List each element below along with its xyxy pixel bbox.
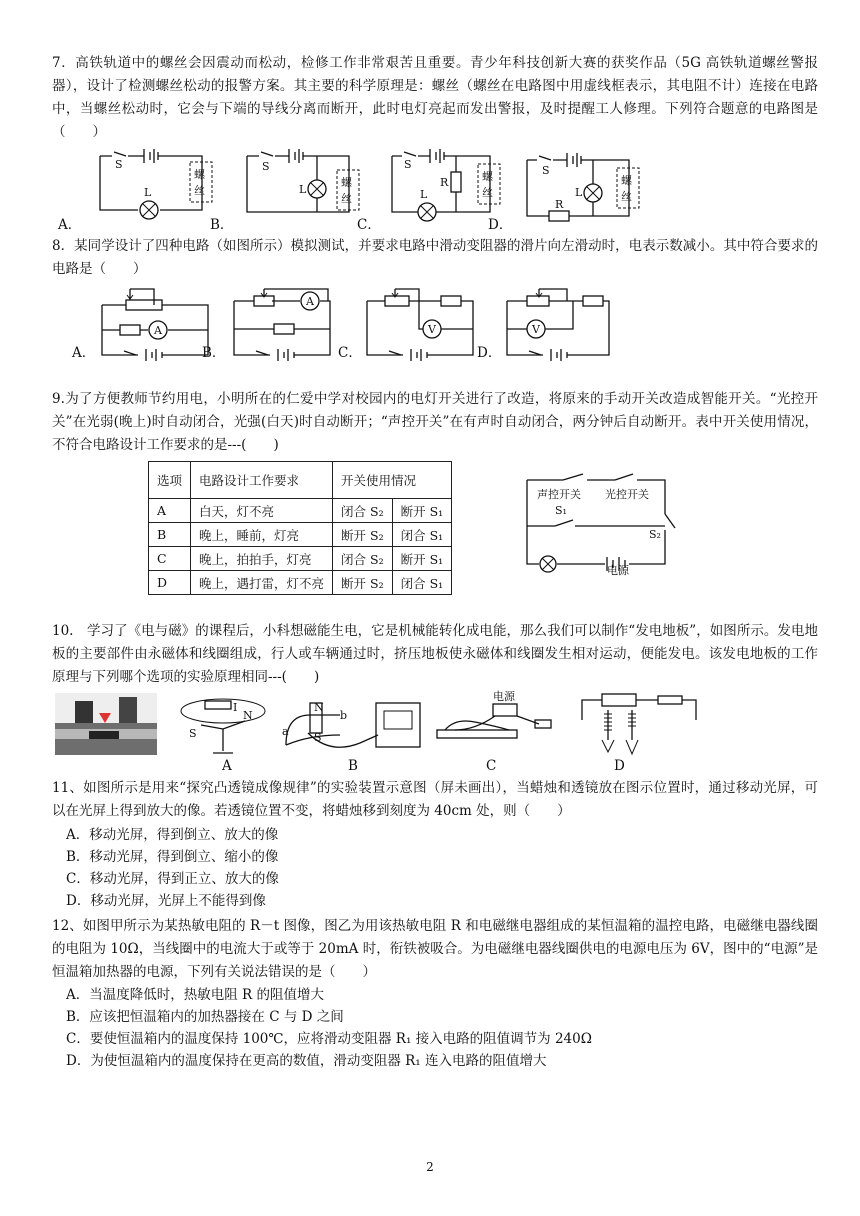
s2-label: S₂ [649, 528, 661, 541]
question-12 [52, 915, 818, 984]
q8-meter-c: V [428, 323, 436, 336]
q11-options [66, 824, 279, 912]
q10-option-a-label: A [222, 758, 232, 774]
q8-meter-d: V [532, 323, 540, 336]
question-10-text: 10. 学习了《电与磁》的课程后，小科想磁能生电，它是机械能转化成电能，那么我们可以制作“发电地板”，如图所示。发电地板的主要部件由永磁体和线圈组成，行人或车辆通过时，挤压地板使永磁体和线圈发生相对运动，便能发电。该发电地板的工作原理与下列哪个选项的实验原理相同---( ) [52, 623, 818, 685]
table-cell: C [149, 547, 191, 571]
table-header-cell: 电路设计工作要求 [191, 462, 333, 499]
q7-option-a-label: A． [58, 217, 82, 233]
s1-label: S₁ [555, 504, 567, 517]
q8-circuit-a [100, 285, 212, 360]
q7-circuit-b [245, 148, 365, 218]
svg-text:R: R [440, 176, 449, 189]
current-label: I [233, 701, 238, 714]
question-8-text: 8．某同学设计了四种电路（如图所示）模拟测试，并要求电路中滑动变阻器的滑片向左滑动时，电表示数减小。其中符合要求的电路是（ ） [52, 238, 818, 277]
table-cell: 闭合 S₂ [333, 547, 393, 571]
table-row [149, 499, 452, 523]
table-cell: 断开 S₂ [333, 571, 393, 595]
q11-option-c: C．移动光屏，得到正立、放大的像 [66, 871, 279, 887]
q12-option-d: D．为使恒温箱内的温度保持在更高的数值，滑动变阻器 R₁ 连入电路的阻值增大 [66, 1053, 547, 1069]
q10-option-a-image [175, 695, 270, 757]
n-pole-label: N [243, 709, 253, 722]
q7-circuit-c [390, 148, 510, 218]
q12-option-c: C．要使恒温箱内的温度保持 100℃，应将滑动变阻器 R₁ 接入电路的阻值调节为 240Ω [66, 1031, 592, 1047]
s-pole-label: S [314, 731, 322, 744]
table-cell: D [149, 571, 191, 595]
q11-option-b: B．移动光屏，得到倒立、缩小的像 [66, 849, 279, 865]
table-row [149, 523, 452, 547]
svg-text:L: L [575, 186, 583, 199]
n-pole-label: N [314, 701, 324, 714]
q8-meter-a: A [154, 324, 162, 337]
table-header-cell: 开关使用情况 [333, 462, 452, 499]
question-8 [52, 235, 818, 281]
question-9-text: 9.为了方便教师节约用电，小明所在的仁爱中学对校园内的电灯开关进行了改造，将原来的手动开关改造成智能开关。“光控开关”在光弱(晚上)时自动闭合，光强(白天)时自动断开；“声控开关”在有声时自动闭合，两分钟后自动断开。表中开关使用情况，不符合电路设计工作要求的是---( ) [52, 391, 818, 453]
q10-option-b-image [280, 695, 425, 757]
table-cell: 晚上，睡前，灯亮 [191, 523, 333, 547]
s-pole-label: S [189, 727, 197, 740]
page-number: 2 [426, 1160, 434, 1174]
q8-option-c-label: C． [338, 345, 362, 361]
table-cell: 晚上，拍拍手，灯亮 [191, 547, 333, 571]
svg-text:L: L [420, 188, 428, 201]
svg-text:丝: 丝 [621, 190, 632, 203]
q10-option-b-label: B [348, 758, 358, 774]
svg-text:螺: 螺 [621, 174, 632, 187]
table-cell: A [149, 499, 191, 523]
question-7-text: 7．高铁轨道中的螺丝会因震动而松动，检修工作非常艰苦且重要。青少年科技创新大赛的获奖作品（5G 高铁轨道螺丝警报器），设计了检测螺丝松动的报警方案。其主要的科学原理是：螺丝（螺丝在电路图中用虚线框表示，其电阻不计）连接在电路中，当螺丝松动时，它会与下端的导线分离而断开，此时电灯亮起而发出警报，及时提醒工人修理。下列符合题意的电路图是（ ） [52, 55, 818, 140]
svg-text:L: L [299, 183, 307, 196]
table-header-row [149, 462, 452, 499]
q7-option-b-label: B． [210, 217, 234, 233]
q8-option-d-label: D． [477, 345, 502, 361]
q11-option-a: A．移动光屏，得到倒立、放大的像 [66, 827, 279, 843]
power-label: 电源 [607, 564, 629, 577]
table-cell: 闭合 S₁ [392, 523, 452, 547]
q8-circuit-d [505, 285, 617, 360]
power-label: 电源 [493, 690, 515, 703]
question-11-text: 11、如图所示是用来“探究凸透镜成像规律”的实验装置示意图（屏未画出），当蜡烛和透镜放在图示位置时，通过移动光屏，可以在光屏上得到放大的像。若透镜位置不变，将蜡烛移到刻度为 40cm 处，则（ ） [52, 780, 818, 819]
q7-circuit-a [98, 148, 218, 218]
svg-text:丝: 丝 [194, 184, 205, 197]
question-12-text: 12、如图甲所示为某热敏电阻的 R－t 图像，图乙为用该热敏电阻 R 和电磁继电器组成的某恒温箱的温控电路，电磁继电器线圈的电阻为 10Ω，当线圈中的电流大于或等于 20mA 时，衔铁被吸合。为电磁继电器线圈供电的电源电压为 6V，图中的“电源”是恒温箱加热器的电源，下列有关说法错误的是（ ） [52, 918, 818, 980]
table-cell: 闭合 S₁ [392, 571, 452, 595]
table-cell: 晚上，遇打雷，灯不亮 [191, 571, 333, 595]
q10-option-c-image [435, 690, 560, 752]
q12-option-a: A．当温度降低时，热敏电阻 R 的阻值增大 [66, 987, 324, 1003]
floor-photo-icon [55, 693, 157, 755]
svg-text:丝: 丝 [482, 186, 493, 199]
table-cell: 断开 S₂ [333, 523, 393, 547]
table-cell: 断开 S₁ [392, 499, 452, 523]
question-10 [52, 620, 818, 689]
table-row [149, 571, 452, 595]
q12-option-b: B．应该把恒温箱内的加热器接在 C 与 D 之间 [66, 1009, 344, 1025]
q7-circuit-d [525, 148, 645, 222]
svg-text:R: R [555, 198, 564, 211]
svg-text:螺: 螺 [341, 176, 352, 189]
table-cell: 白天，灯不亮 [191, 499, 333, 523]
q7-option-d-label: D． [488, 217, 513, 233]
table-cell: B [149, 523, 191, 547]
svg-text:S: S [115, 158, 123, 171]
q11-option-d: D．移动光屏，光屏上不能得到像 [66, 893, 266, 909]
light-switch-label: 光控开关 [605, 488, 649, 501]
svg-text:S: S [404, 158, 412, 171]
q9-circuit [525, 470, 690, 575]
q8-option-b-label: B． [202, 345, 226, 361]
question-11 [52, 777, 818, 823]
table-cell: 断开 S₁ [392, 547, 452, 571]
q8-circuit-b [232, 285, 344, 360]
sound-switch-label: 声控开关 [537, 488, 581, 501]
question-9 [52, 388, 818, 457]
q10-option-c-label: C [486, 758, 497, 774]
table-cell: 闭合 S₂ [333, 499, 393, 523]
a-label: a [282, 725, 289, 738]
q12-options [66, 984, 592, 1072]
q10-option-d-label: D [614, 758, 625, 774]
q9-table [148, 461, 452, 595]
q8-circuit-c [365, 285, 477, 360]
question-7 [52, 52, 818, 144]
svg-text:螺: 螺 [194, 168, 205, 181]
q7-option-c-label: C． [357, 217, 381, 233]
svg-text:S: S [262, 160, 270, 173]
q10-option-d-image [578, 690, 703, 762]
table-row [149, 547, 452, 571]
svg-text:螺: 螺 [482, 170, 493, 183]
q8-meter-b: A [306, 295, 314, 308]
svg-text:L: L [144, 186, 152, 199]
svg-text:丝: 丝 [341, 192, 352, 205]
b-label: b [340, 709, 348, 722]
q8-option-a-label: A． [72, 345, 96, 361]
table-header-cell: 选项 [149, 462, 191, 499]
svg-text:S: S [542, 164, 550, 177]
